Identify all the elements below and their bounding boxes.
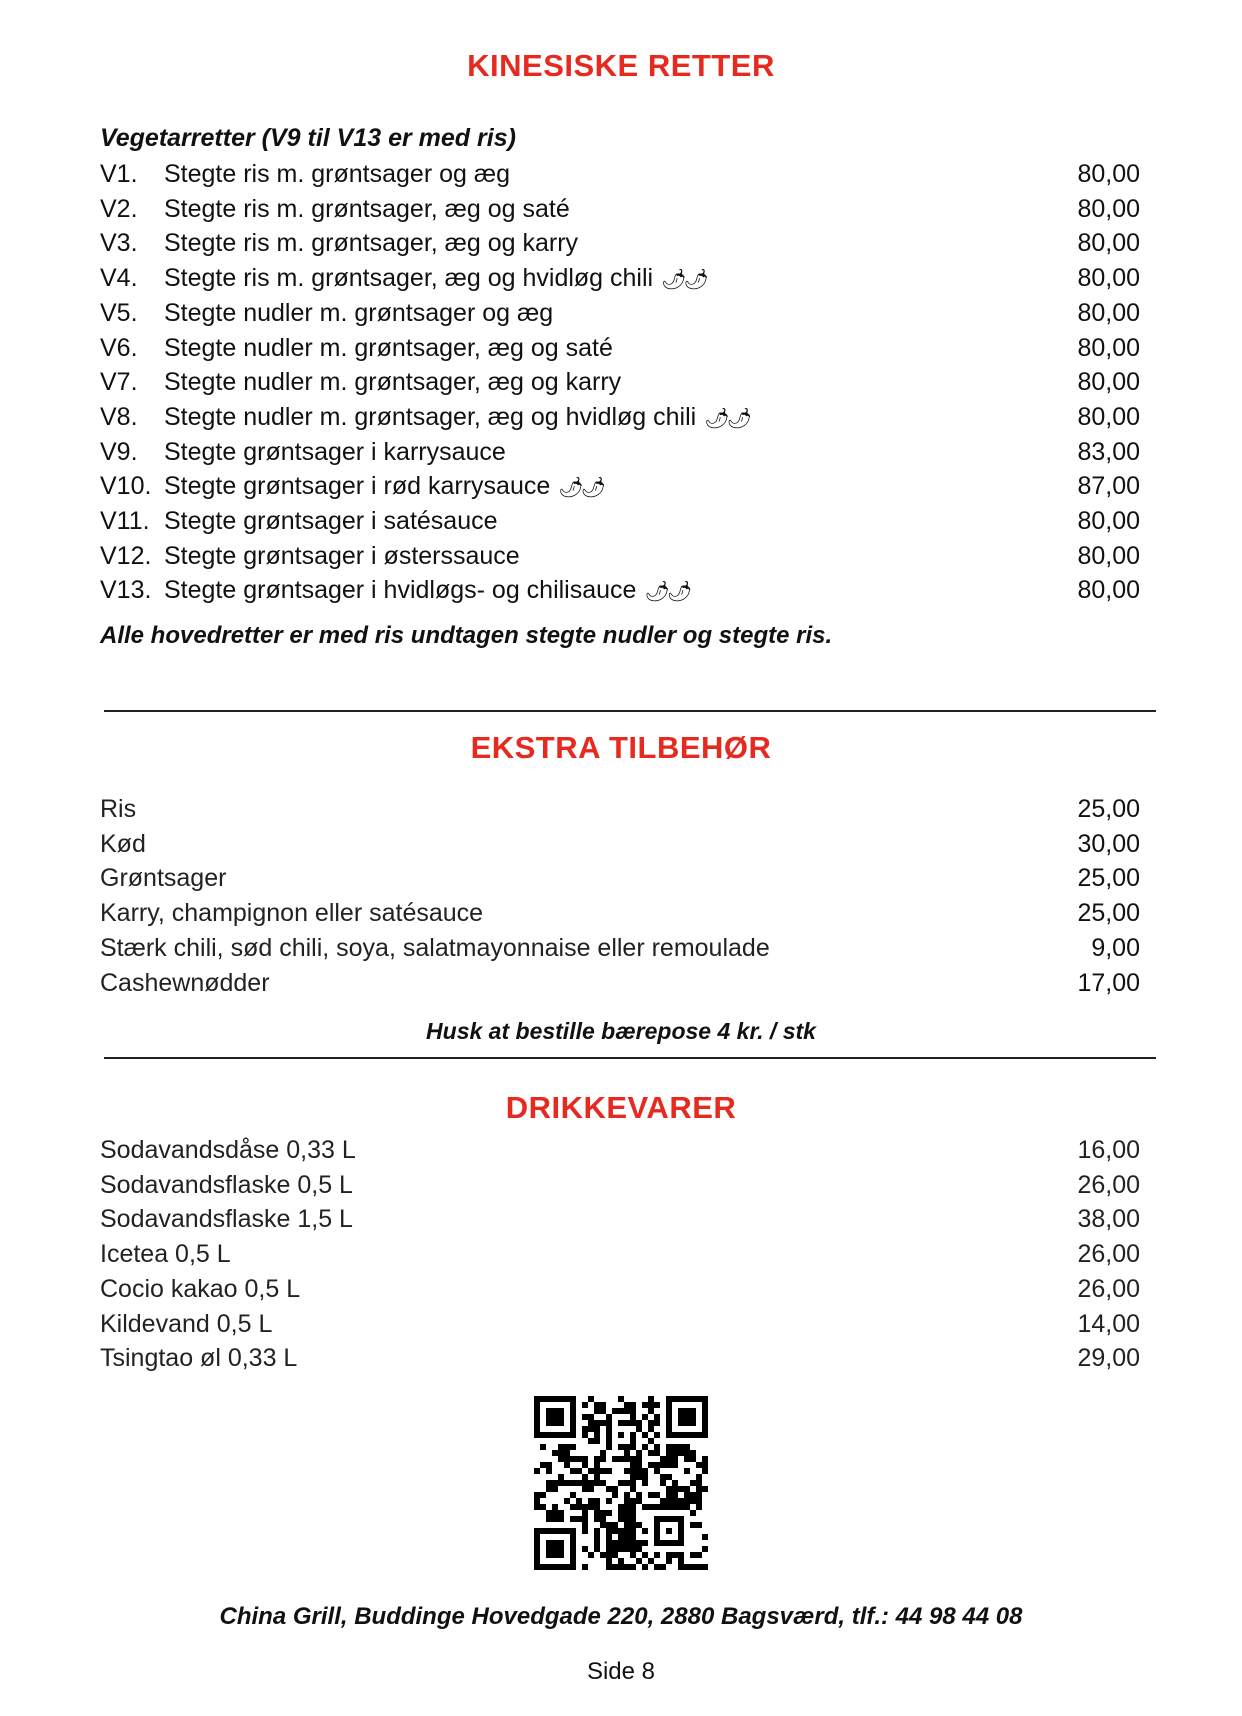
item-price: 14,00 bbox=[1077, 1309, 1140, 1338]
chili-pepper-icon: 🌶🌶 bbox=[661, 269, 706, 292]
section-subtitle-vegetarretter: Vegetarretter (V9 til V13 er med ris) bbox=[100, 124, 516, 152]
item-price: 80,00 bbox=[1077, 264, 1140, 293]
drink-item bbox=[100, 1202, 1140, 1236]
item-code: V9. bbox=[100, 437, 138, 466]
baerepose-note: Husk at bestille bærepose 4 kr. / stk bbox=[426, 1018, 816, 1044]
item-name: Stegte grøntsager i satésauce bbox=[164, 507, 498, 535]
item-price: 25,00 bbox=[1077, 899, 1140, 928]
item-code: V1. bbox=[100, 160, 138, 188]
item-price: 80,00 bbox=[1077, 368, 1140, 397]
section-title-ekstra-tilbehor: EKSTRA TILBEHØR bbox=[470, 730, 772, 765]
drink-item bbox=[100, 1307, 1140, 1341]
item-price: 17,00 bbox=[1077, 968, 1140, 997]
item-price: 80,00 bbox=[1077, 402, 1140, 431]
item-code: V3. bbox=[100, 229, 138, 258]
divider bbox=[104, 710, 1156, 712]
item-name: Stegte ris m. grøntsager, æg og karry bbox=[164, 229, 579, 258]
page-number: Side 8 bbox=[586, 1658, 656, 1685]
chili-pepper-icon: 🌶🌶 bbox=[704, 407, 749, 430]
menu-item bbox=[100, 226, 1140, 260]
item-name: Tsingtao øl 0,33 L bbox=[100, 1344, 298, 1373]
item-name: Kød bbox=[100, 829, 146, 858]
drink-item bbox=[100, 1272, 1140, 1306]
menu-item bbox=[100, 192, 1140, 226]
item-name: Kildevand 0,5 L bbox=[100, 1309, 273, 1338]
tilbehor-item bbox=[100, 827, 1140, 861]
divider bbox=[104, 1057, 1156, 1059]
item-price: 9,00 bbox=[1091, 933, 1140, 962]
item-price: 29,00 bbox=[1077, 1344, 1140, 1373]
menu-item bbox=[100, 331, 1140, 365]
item-price: 25,00 bbox=[1077, 864, 1140, 893]
tilbehor-item bbox=[100, 896, 1140, 930]
item-name: Stegte grøntsager i karrysauce bbox=[164, 437, 506, 466]
item-price: 80,00 bbox=[1077, 507, 1140, 535]
item-code: V13. bbox=[100, 576, 152, 605]
item-name: Stegte grøntsager i østerssauce bbox=[164, 541, 520, 570]
drink-item bbox=[100, 1237, 1140, 1271]
item-name: Icetea 0,5 L bbox=[100, 1240, 231, 1269]
item-code: V2. bbox=[100, 194, 138, 223]
section-title-drikkevarer: DRIKKEVARER bbox=[505, 1090, 737, 1125]
chili-pepper-icon: 🌶🌶 bbox=[644, 581, 690, 604]
item-name: Stegte nudler m. grøntsager, æg og karry bbox=[164, 368, 622, 397]
item-name: Cashewnødder bbox=[100, 968, 270, 997]
tilbehor-item bbox=[100, 792, 1140, 826]
item-price: 26,00 bbox=[1077, 1170, 1140, 1199]
item-name: Stegte grøntsager i hvidløgs- og chilisauce 🌶🌶 bbox=[164, 576, 690, 605]
qr-code[interactable] bbox=[534, 1396, 708, 1570]
hovedretter-note: Alle hovedretter er med ris undtagen stegte nudler og stegte ris. bbox=[100, 622, 833, 649]
item-name: Stegte ris m. grøntsager, æg og hvidløg chili 🌶🌶 bbox=[164, 264, 706, 293]
item-price: 16,00 bbox=[1077, 1136, 1140, 1164]
item-name: Sodavandsflaske 0,5 L bbox=[100, 1170, 353, 1199]
menu-item bbox=[100, 469, 1140, 503]
item-price: 80,00 bbox=[1077, 576, 1140, 605]
item-name: Stegte nudler m. grøntsager, æg og hvidløg chili 🌶🌶 bbox=[164, 402, 749, 431]
item-code: V4. bbox=[100, 264, 138, 293]
item-name: Stegte nudler m. grøntsager, æg og saté bbox=[164, 333, 613, 362]
item-code: V12. bbox=[100, 541, 152, 570]
menu-item bbox=[100, 157, 1140, 191]
section-title-kinesiske-retter: KINESISKE RETTER bbox=[467, 48, 775, 83]
menu-item bbox=[100, 573, 1140, 607]
item-name: Stærk chili, sød chili, soya, salatmayonnaise eller remoulade bbox=[100, 933, 770, 962]
footer-contact: China Grill, Buddinge Hovedgade 220, 2880 Bagsværd, tlf.: 44 98 44 08 bbox=[219, 1603, 1023, 1630]
item-code: V5. bbox=[100, 298, 138, 327]
drink-item bbox=[100, 1168, 1140, 1202]
item-name: Sodavandsdåse 0,33 L bbox=[100, 1136, 356, 1164]
menu-item bbox=[100, 365, 1140, 399]
menu-item bbox=[100, 296, 1140, 330]
item-name: Stegte ris m. grøntsager, æg og saté bbox=[164, 194, 570, 223]
item-name: Cocio kakao 0,5 L bbox=[100, 1274, 301, 1303]
item-price: 25,00 bbox=[1077, 795, 1140, 823]
item-price: 38,00 bbox=[1077, 1205, 1140, 1234]
drink-item bbox=[100, 1133, 1140, 1167]
item-name: Karry, champignon eller satésauce bbox=[100, 899, 484, 928]
item-price: 80,00 bbox=[1077, 160, 1140, 188]
tilbehor-item bbox=[100, 966, 1140, 1000]
item-price: 83,00 bbox=[1077, 437, 1140, 466]
item-name: Grøntsager bbox=[100, 864, 227, 893]
tilbehor-item bbox=[100, 931, 1140, 965]
item-name: Stegte grøntsager i rød karrysauce 🌶🌶 bbox=[164, 472, 604, 501]
item-name: Sodavandsflaske 1,5 L bbox=[100, 1205, 353, 1234]
drink-item bbox=[100, 1341, 1140, 1375]
menu-item bbox=[100, 435, 1140, 469]
item-code: V6. bbox=[100, 333, 138, 362]
chili-pepper-icon: 🌶🌶 bbox=[558, 477, 604, 500]
item-name: Ris bbox=[100, 795, 137, 823]
item-price: 87,00 bbox=[1077, 472, 1140, 501]
item-code: V8. bbox=[100, 402, 138, 431]
menu-item bbox=[100, 261, 1140, 295]
menu-item bbox=[100, 400, 1140, 434]
item-price: 26,00 bbox=[1077, 1274, 1140, 1303]
item-price: 80,00 bbox=[1077, 298, 1140, 327]
item-code: V10. bbox=[100, 472, 152, 501]
item-code: V11. bbox=[100, 507, 150, 535]
item-price: 80,00 bbox=[1077, 194, 1140, 223]
item-name: Stegte nudler m. grøntsager og æg bbox=[164, 298, 554, 327]
item-price: 80,00 bbox=[1077, 229, 1140, 258]
item-price: 80,00 bbox=[1077, 541, 1140, 570]
menu-item bbox=[100, 539, 1140, 573]
item-price: 80,00 bbox=[1077, 333, 1140, 362]
menu-item bbox=[100, 504, 1140, 538]
item-code: V7. bbox=[100, 368, 138, 397]
item-price: 26,00 bbox=[1077, 1240, 1140, 1269]
tilbehor-item bbox=[100, 861, 1140, 895]
item-price: 30,00 bbox=[1077, 829, 1140, 858]
item-name: Stegte ris m. grøntsager og æg bbox=[164, 160, 510, 188]
